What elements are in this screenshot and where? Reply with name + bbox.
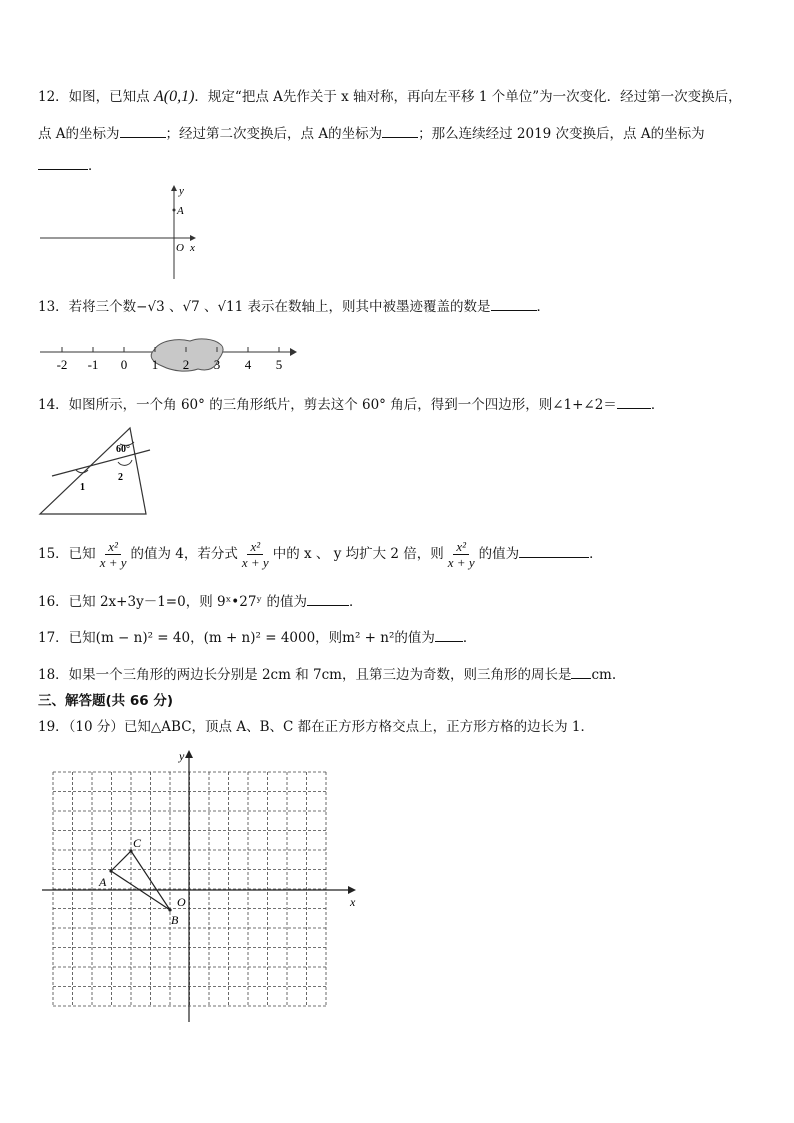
q16-text: 16．已知 2x+3y－1=0，则 9ˣ•27ʸ 的值为 (38, 594, 307, 610)
angle-arc-2 (118, 460, 132, 465)
q12-text-d: ；经过第二次变换后，点 A的坐标为 (165, 126, 383, 142)
q17-blank[interactable] (435, 629, 463, 642)
q12-label-o: O (176, 242, 184, 254)
q12-label-x: x (190, 242, 195, 254)
q19-label-x: x (350, 895, 356, 909)
number-line-tick-label: 1 (151, 357, 159, 372)
q14-text: 14．如图所示，一个角 60° 的三角形纸片，剪去这个 60° 角后，得到一个四边形，则∠1+∠2＝ (38, 397, 617, 413)
number-line-tick-label: 5 (275, 357, 283, 372)
number-line-tick-label: -2 (56, 357, 68, 372)
q18-blank[interactable] (571, 666, 591, 679)
q12-text-f: ． (88, 158, 102, 174)
q15-text-b: 的值为 4，若分式 (130, 546, 238, 562)
q15-line (38, 536, 603, 572)
q13-text-end: ． (536, 299, 551, 315)
q12-x-arrow (190, 235, 196, 241)
q15-frac2-num: x² (247, 539, 263, 555)
q13-text: 13．若将三个数−√3 、√7 、√11 表示在数轴上，则其中被墨迹覆盖的数是 (38, 299, 491, 315)
q12-blank-3[interactable] (38, 157, 88, 170)
q17-text-end: ． (462, 630, 477, 646)
q18-text: 18．如果一个三角形的两边长分别是 2cm 和 7cm，且第三边为奇数，则三角形的周长是 (38, 667, 572, 683)
point-b (168, 908, 171, 911)
q19-x-arrow (348, 886, 356, 894)
q12-point-a-mark (173, 209, 176, 212)
q12-line2 (38, 125, 705, 143)
q19-label-a: A (99, 875, 107, 889)
q19-label-y: y (179, 749, 185, 763)
q15-frac3-num: x² (453, 539, 469, 555)
q15-blank[interactable] (519, 545, 589, 558)
q18-text-end: cm. (591, 667, 617, 683)
number-line-tick-label: -1 (87, 357, 99, 372)
q15-text-d: 的值为 (478, 546, 520, 562)
q15-fraction-2 (240, 539, 271, 570)
angle-1-label: 1 (80, 482, 85, 493)
q17-line (38, 629, 476, 647)
q19-line: 19．（10 分）已知△ABC，顶点 A、B、C 都在正方形方格交点上，正方形方格的边长为 1． (38, 719, 594, 735)
q19-y-arrow (185, 750, 193, 758)
q19-label-b: B (171, 913, 179, 927)
q16-blank[interactable] (307, 593, 349, 606)
number-line-tick-label: 2 (182, 357, 190, 372)
q19-label-c: C (133, 836, 142, 850)
q14-line (38, 396, 664, 414)
number-line-arrow (290, 348, 297, 356)
q19-grid-figure (38, 748, 368, 1026)
angle-60-label: 60° (116, 444, 130, 455)
cut-line (52, 450, 150, 476)
q19-label-o: O (177, 895, 186, 909)
q12-text-c: 点 A的坐标为 (38, 126, 120, 142)
point-a (109, 869, 112, 872)
q12-text-e: ；那么连续经过 2019 次变换后，点 A的坐标为 (418, 126, 705, 142)
q12-blank-2[interactable] (382, 125, 418, 138)
q18-line (38, 666, 616, 684)
q16-text-end: ． (348, 594, 363, 610)
q15-frac1-num: x² (105, 539, 121, 555)
q12-point-a: A(0,1) (153, 88, 195, 105)
q17-text: 17．已知(m − n)² = 40，(m + n)² = 4000，则m² + n²的值为 (38, 630, 435, 646)
triangle (40, 428, 146, 514)
section-3-heading: 三、解答题(共 66 分) (38, 693, 174, 709)
q12-label-y: y (179, 185, 184, 197)
q12-line1 (38, 88, 742, 106)
q14-text-end: ． (650, 397, 665, 413)
number-line-tick-label: 3 (213, 357, 221, 372)
q15-fraction-3 (446, 539, 477, 570)
q16-line (38, 593, 362, 611)
q15-fraction-1 (98, 539, 129, 570)
q15-frac1-den: x + y (99, 555, 127, 570)
q15-text-a: 15．已知 (38, 546, 96, 562)
number-line-tick-label: 4 (244, 357, 252, 372)
number-line-tick-label: 0 (120, 357, 128, 372)
q12-text-b: ．规定“把点 A先作关于 x 轴对称，再向左平移 1 个单位”为一次变化．经过第一次变换后， (194, 89, 742, 105)
q15-text-c: 中的 x 、 y 均扩大 2 倍，则 (272, 546, 444, 562)
q13-line (38, 298, 550, 316)
q15-frac3-den: x + y (447, 555, 475, 570)
q12-text-a: 12．如图，已知点 (38, 89, 154, 105)
q13-blank[interactable] (491, 298, 537, 311)
q13-number-line (38, 338, 300, 374)
q12-label-a: A (177, 205, 184, 217)
angle-2-label: 2 (118, 472, 123, 483)
q15-frac2-den: x + y (241, 555, 269, 570)
q12-line3 (38, 157, 102, 175)
q14-triangle-figure (38, 420, 153, 518)
q14-blank[interactable] (617, 396, 651, 409)
triangle-abc (111, 851, 170, 910)
q15-text-end: ． (589, 546, 603, 562)
q12-y-arrow (171, 185, 177, 191)
q12-axis-figure (38, 185, 208, 280)
q12-blank-1[interactable] (120, 125, 166, 138)
